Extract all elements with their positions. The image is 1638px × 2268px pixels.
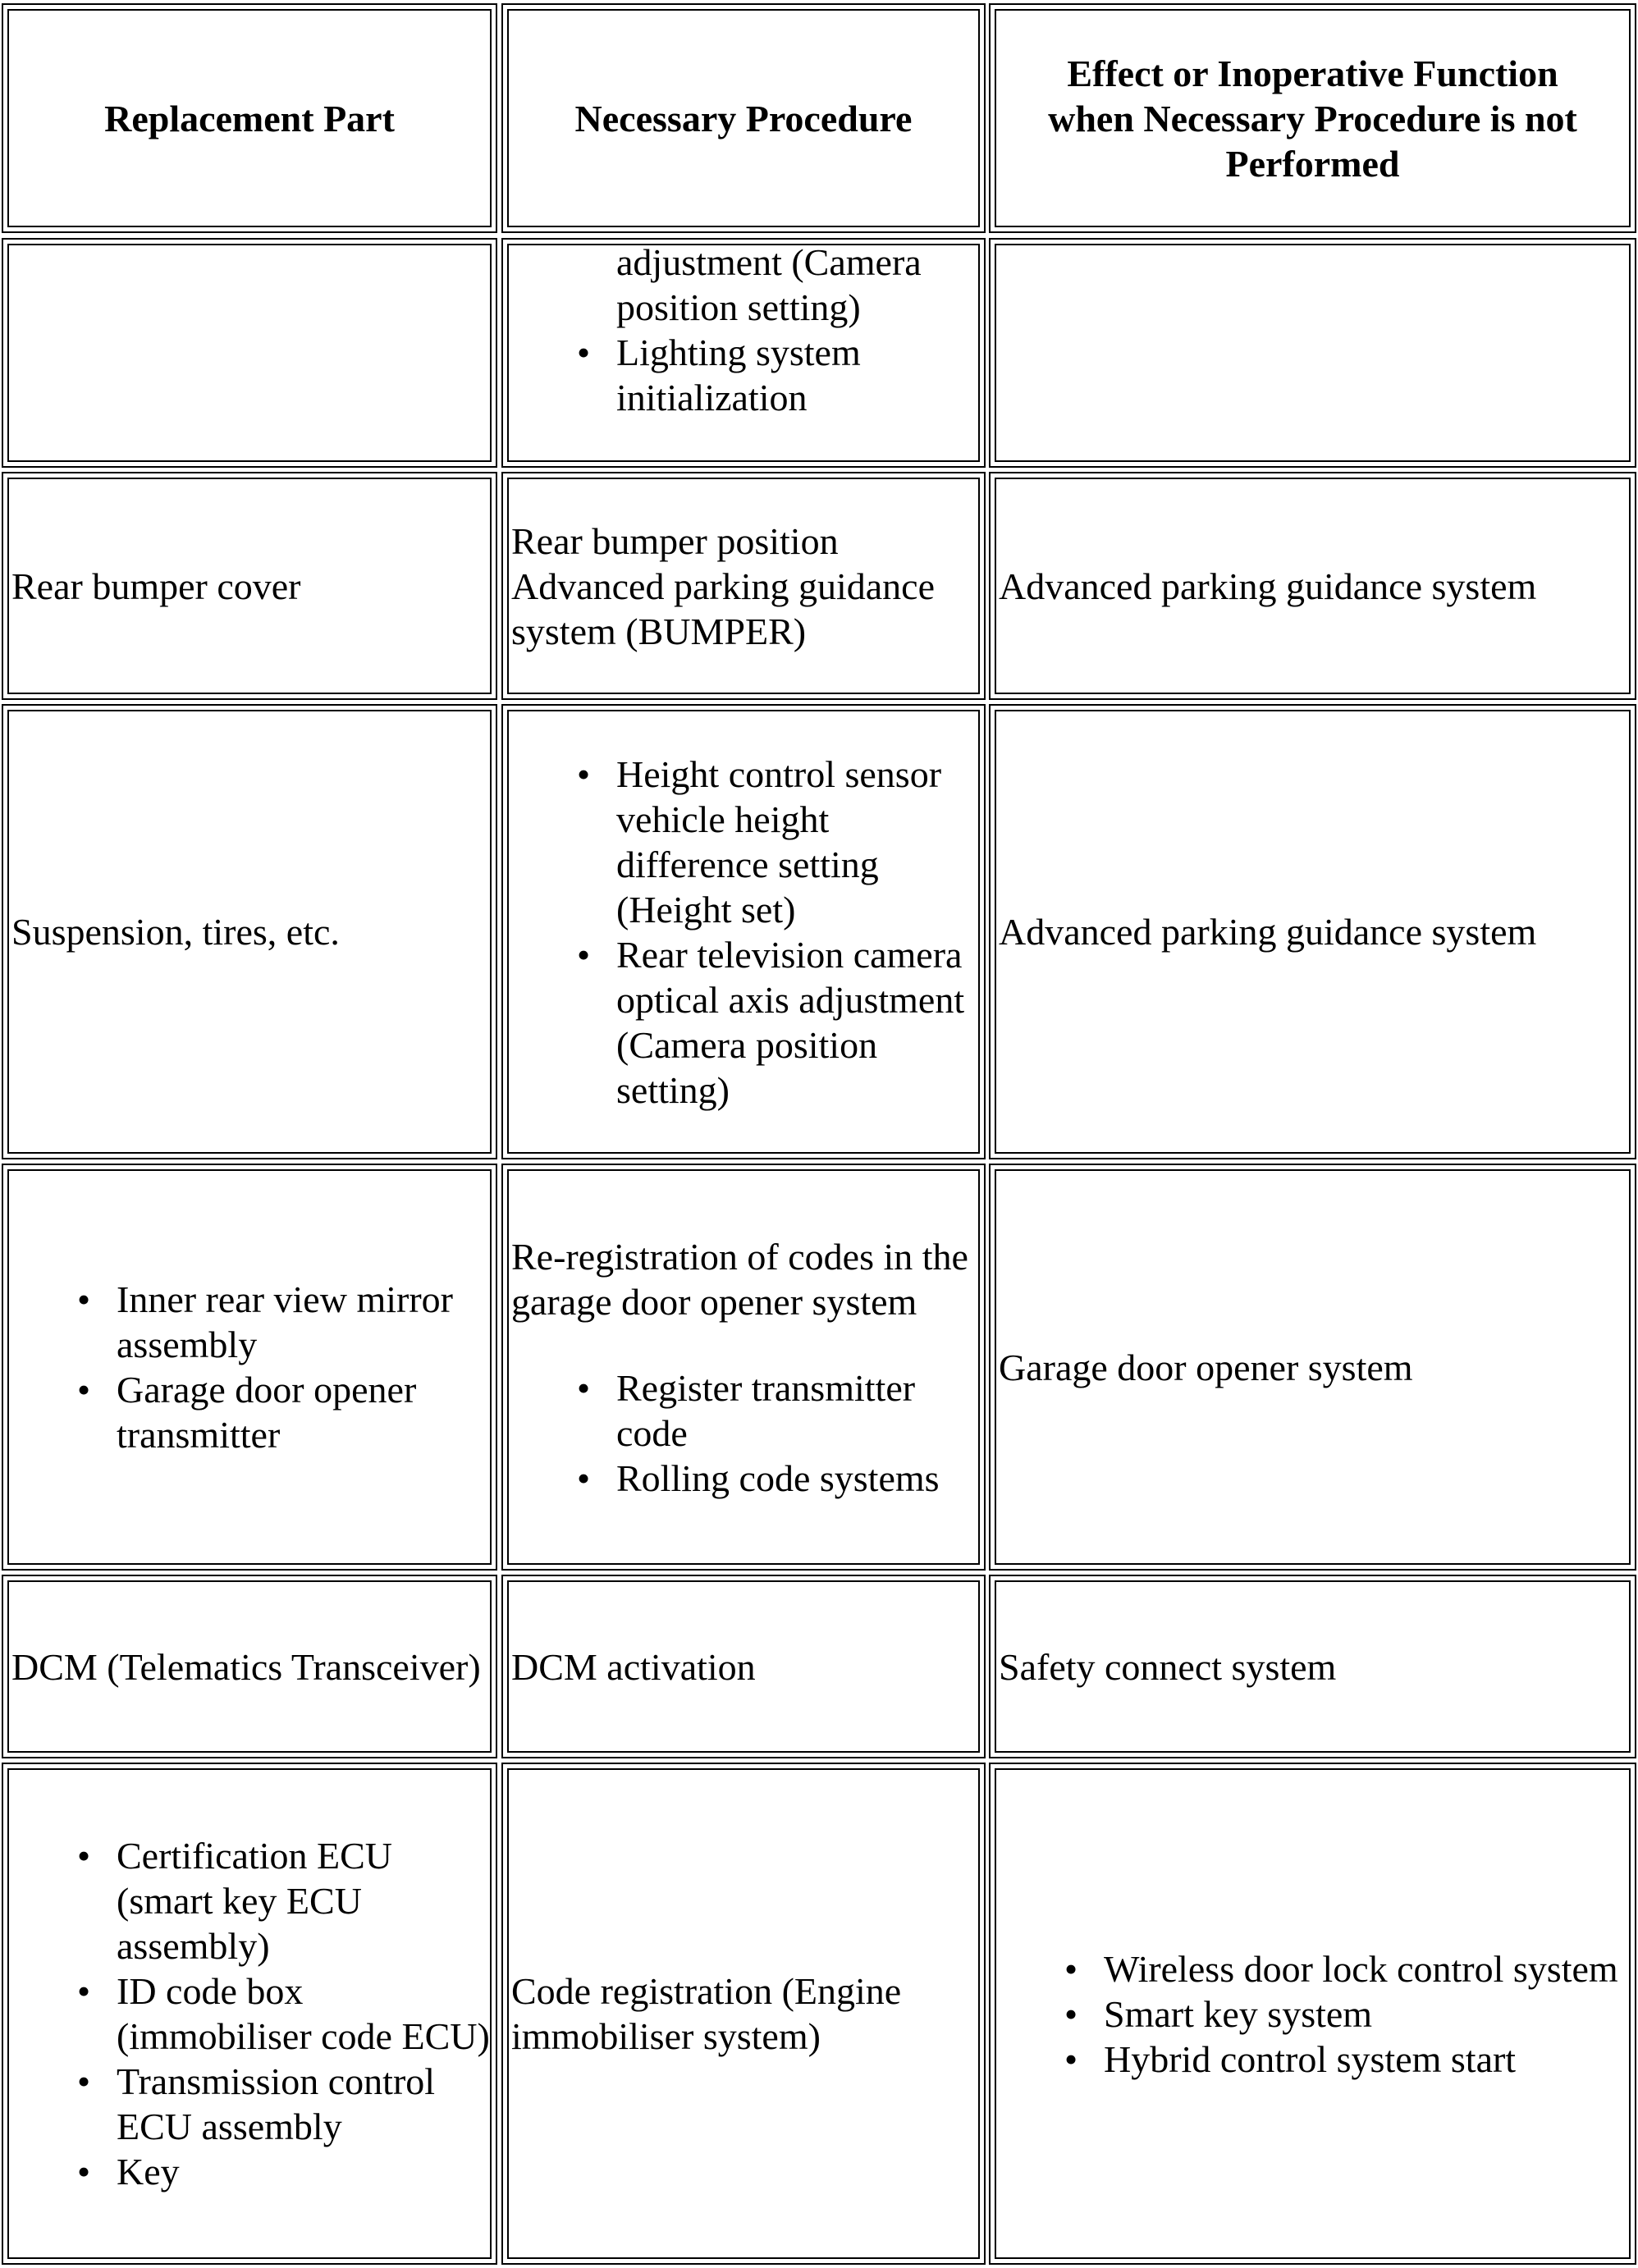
table-cell-effect xyxy=(989,472,1636,700)
list-item: • Key xyxy=(11,2149,496,2194)
table-cell-effect xyxy=(989,1164,1636,1571)
table-cell-procedure xyxy=(501,472,986,700)
table-cell-part xyxy=(2,1575,497,1758)
cell-text: Garage door opener system xyxy=(999,1346,1413,1388)
cell-text: Advanced parking guidance system xyxy=(999,911,1537,953)
procedure-list xyxy=(511,1365,984,1501)
table-cell-procedure xyxy=(501,1575,986,1758)
list-item: • Transmission control ECU assembly xyxy=(11,2059,496,2149)
list-item: • Height control sensor vehicle height difference setting (Height set) xyxy=(511,752,984,932)
table-cell-effect xyxy=(989,1763,1636,2265)
cell-text: Suspension, tires, etc. xyxy=(11,911,340,953)
list-item: • Rear television camera optical axis adjustment (Camera position setting) xyxy=(511,932,984,1113)
table-cell-part xyxy=(2,472,497,700)
procedure-list xyxy=(511,752,984,1113)
cell-text: Rear bumper cover xyxy=(11,565,301,607)
table-cell-part xyxy=(2,1164,497,1571)
table-cell-procedure xyxy=(501,1763,986,2265)
list-item: • Wireless door lock control system xyxy=(999,1946,1635,1991)
header-cell-necessary-procedure xyxy=(501,3,986,233)
table-cell-procedure xyxy=(501,238,986,468)
cell-text: Rear bumper position Advanced parking guidance system (BUMPER) xyxy=(511,519,936,652)
list-item: • Garage door opener transmitter xyxy=(11,1367,496,1457)
cell-text-continued: adjustment (Camera position setting) xyxy=(616,241,922,328)
part-list xyxy=(11,1277,496,1457)
part-list xyxy=(11,1833,496,2194)
table-cell-effect xyxy=(989,238,1636,468)
header-label: Necessary Procedure xyxy=(574,97,913,139)
list-item: • Certification ECU (smart key ECU assembly) xyxy=(11,1833,496,1968)
list-item: • Register transmitter code xyxy=(511,1365,984,1456)
table-cell-effect xyxy=(989,1575,1636,1758)
header-label: Replacement Part xyxy=(104,97,395,139)
cell-text: Advanced parking guidance system xyxy=(999,565,1537,607)
table-cell-procedure xyxy=(501,704,986,1159)
table-cell-effect xyxy=(989,704,1636,1159)
cell-text: Re-registration of codes in the garage door opener system xyxy=(511,1235,968,1323)
list-item: • ID code box (immobiliser code ECU) xyxy=(11,1968,496,2059)
cell-text: Safety connect system xyxy=(999,1645,1337,1688)
cell-text: DCM (Telematics Transceiver) xyxy=(11,1645,481,1688)
effect-list xyxy=(999,1946,1635,2082)
table-cell-part xyxy=(2,704,497,1159)
header-cell-replacement-part xyxy=(2,3,497,233)
header-cell-effect xyxy=(989,3,1636,233)
list-item: • Smart key system xyxy=(999,1991,1635,2037)
table-cell-procedure xyxy=(501,1164,986,1571)
list-item: • Lighting system initialization xyxy=(511,330,984,420)
header-label: Effect or Inoperative Function when Necessary Procedure is not Performed xyxy=(1048,52,1577,185)
procedure-list xyxy=(511,330,984,420)
list-item: • Rolling code systems xyxy=(511,1456,984,1501)
list-item: • Inner rear view mirror assembly xyxy=(11,1277,496,1367)
table-cell-part xyxy=(2,238,497,468)
list-item: • Hybrid control system start xyxy=(999,2037,1635,2082)
cell-text: Code registration (Engine immobiliser system) xyxy=(511,1970,902,2057)
table-cell-part xyxy=(2,1763,497,2265)
cell-text: DCM activation xyxy=(511,1645,756,1688)
